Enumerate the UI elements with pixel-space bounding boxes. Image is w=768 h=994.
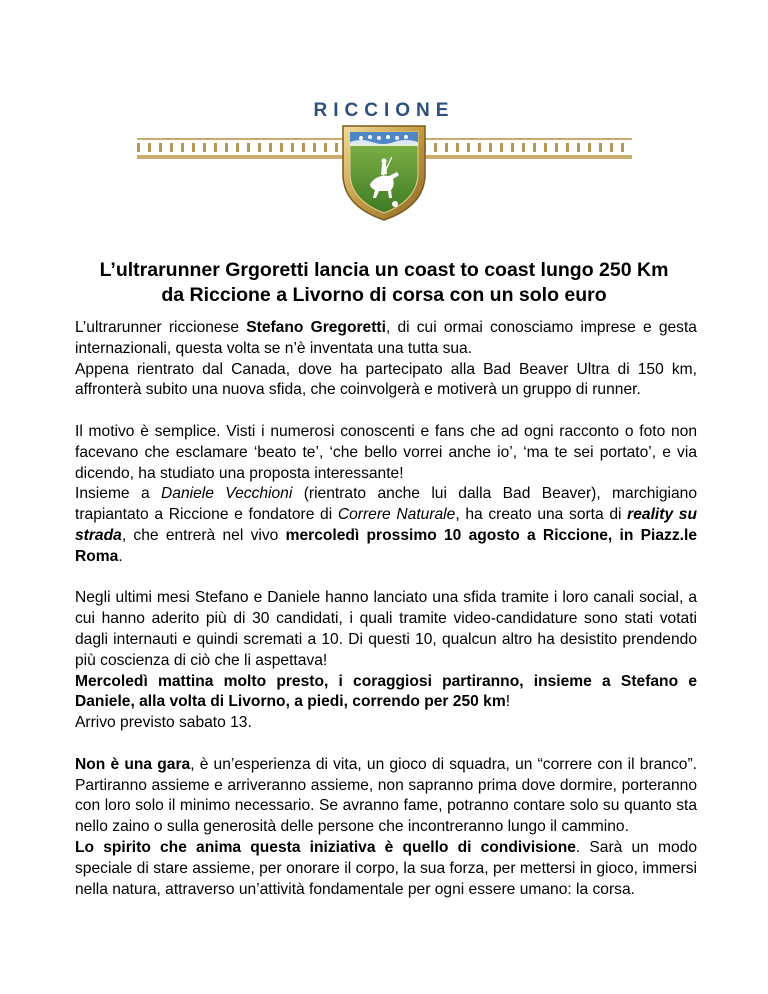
brand-wordmark: RICCIONE [313, 100, 455, 121]
p1-text-a: L’ultrarunner riccionese [75, 319, 247, 336]
p2-text-h: , che entrerà nel vivo [121, 526, 286, 544]
p2-bold-italic: reality su strada [75, 506, 697, 544]
p3-text-d: Arrivo previsto sabato 13. [75, 714, 252, 732]
article-title [40, 258, 728, 308]
p2-italic-org: Correre Naturale [337, 506, 456, 524]
p2-text-b: Insieme a [75, 485, 162, 503]
p4-text-d: . Sarà un modo speciale di stare assieme, per onorare il corpo, la sua forza, per mettersi in gioco, immersi nella natura, attraverso un’attività fondamentale per ogni essere umano: la corsa. [75, 838, 697, 898]
p3-text-a: Negli ultimi mesi Stefano e Daniele hanno lanciato una sfida tramite i loro canali social, a cui hanno aderito più di 30 candidati, i quali tramite video-candidature sono stati votati dagli internauti e quindi scremati a 10. Di questi 10, qualcun altro ha desistito prendendo più coscienza di ciò che li aspettava! [75, 589, 697, 669]
title-line-1: L’ultrarunner Grgoretti lancia un coast to coast lungo 250 Km [99, 259, 669, 281]
p4-bold-spirit: Lo spirito che anima questa iniziativa è quello di condivisione [75, 838, 576, 856]
paragraph-2 [75, 422, 697, 568]
paragraph-4 [75, 755, 697, 901]
p3-bold-departure: Mercoledì mattina molto presto, i coraggiosi partiranno, insieme a Stefano e Daniele, alla volta di Livorno, a piedi, correndo per 250 km [75, 672, 697, 711]
p1-text-c: , di cui ormai conosciamo imprese e gesta internazionali, questa volta se n’è inventata una tutta sua. [75, 319, 697, 357]
p2-text-d: (rientrato anche lui dalla Bad Beaver), marchigiano trapiantato a Riccione e fondatore di [75, 485, 697, 524]
paragraph-3 [75, 588, 697, 734]
riccione-coat-of-arms-icon [337, 116, 431, 222]
p2-text-f: , ha creato una sorta di [455, 506, 628, 524]
p1-text-d: Appena rientrato dal Canada, dove ha partecipato alla Bad Beaver Ultra di 150 km, affronterà subito una nuova sfida, che coinvolgerà e motiverà un gruppo di runner. [75, 360, 697, 399]
p4-text-b: , è un’esperienza di vita, un gioco di squadra, un “correre con il branco”. Partiranno assieme e arriveranno assieme, non sapranno prima dove dormire, porteranno con loro solo il minimo necessario. Se avranno fame, potranno contare solo su quanto sta nello zaino o sulla generosità delle persone che incontreranno lungo il cammino. [75, 755, 697, 836]
p2-text-a: Il motivo è semplice. Visti i numerosi conoscenti e fans che ad ogni racconto o foto non facevano che esclamare ‘beato te’, ‘che bello vorrei anche io’, ‘ma te sei portato’, e via dicendo, ha studiato una proposta interessante! [75, 422, 697, 482]
p1-bold-name: Stefano Gregoretti [246, 319, 386, 336]
article-body [75, 318, 697, 900]
p2-italic-name: Daniele Vecchioni [161, 485, 293, 503]
p4-bold-lead: Non è una gara [75, 755, 191, 773]
title-line-2: da Riccione a Livorno di corsa con un solo euro [161, 284, 607, 306]
p2-bold-date: mercoledì prossimo 10 agosto a Riccione, in Piazz.le Roma [75, 526, 697, 565]
p2-text-j: . [118, 547, 123, 565]
paragraph-1 [75, 318, 697, 401]
p3-text-c: ! [505, 693, 511, 711]
